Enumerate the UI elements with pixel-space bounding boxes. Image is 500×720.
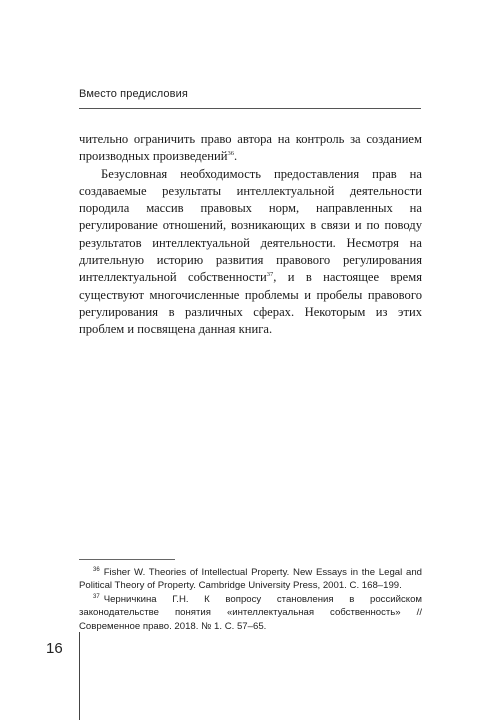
paragraph-1 — [79, 131, 422, 166]
footnote-ref-36: 36 — [227, 150, 234, 158]
header-rule — [79, 108, 421, 109]
footnote-37 — [79, 593, 422, 633]
footnote-number: 36 — [93, 567, 100, 573]
paragraph-1-text: чительно ограничить право автора на контроль за созданием производных произведений — [79, 132, 422, 164]
page-number: 16 — [46, 640, 63, 657]
footnote-text: Черничкина Г.Н. К вопросу становления в российском законодательстве понятия «интеллектуальная собственность» // Современное право. 2018. № 1. С. 57–65. — [79, 593, 422, 632]
page-margin-rule — [79, 632, 80, 720]
paragraph-2-text-b: , и в настоящее время существуют многочисленные проблемы и пробелы правового регулирования в различных сферах. Некоторым из этих проблем и посвящена данная книга. — [79, 270, 422, 337]
footnote-text: Fisher W. Theories of Intellectual Property. New Essays in the Legal and Political Theory of Property. Cambridge University Press, 2001. С. 168–199. — [79, 567, 422, 592]
paragraph-2-text-a: Безусловная необходимость предоставления прав на создаваемые результаты интеллектуальной деятельности породила массив правовых норм, направленных на регулирование отношений, возникающих в связи и по поводу результатов интеллектуальной деятельности. Несмотря на длительную историю развития правового регулирования интеллектуальной собственности — [79, 166, 422, 285]
footnote-ref-37: 37 — [266, 271, 274, 279]
paragraph-2 — [79, 166, 422, 339]
footnotes — [79, 566, 422, 633]
footnote-rule — [79, 559, 175, 560]
footnote-number: 37 — [93, 593, 100, 600]
running-header: Вместо предисловия — [79, 88, 188, 100]
body-text — [79, 131, 422, 339]
footnote-36 — [79, 566, 422, 593]
paragraph-1-end: . — [233, 149, 238, 164]
